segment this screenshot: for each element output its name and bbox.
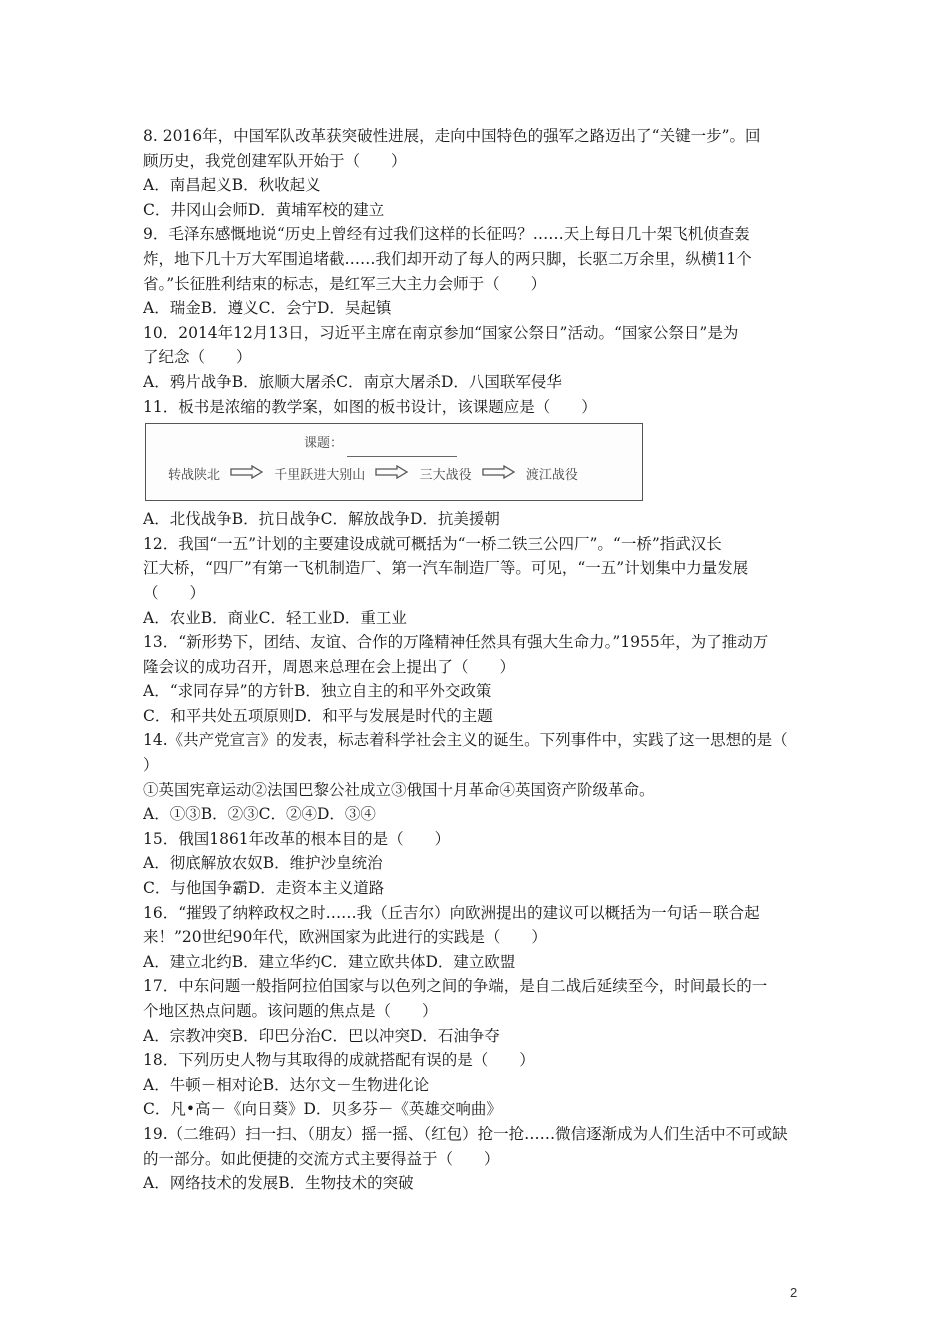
text-line: 18．下列历史人物与其取得的成就搭配有误的是（ ） — [143, 1051, 535, 1070]
text-line: A．农业B．商业C．轻工业D．重工业 — [143, 608, 407, 627]
text-line: 了纪念（ ） — [143, 348, 252, 367]
figure-title — [304, 432, 457, 457]
text-line: 15．俄国1861年改革的根本目的是（ ） — [143, 829, 451, 848]
text-line: 炸，地下几十万大军围追堵截……我们却开动了每人的两只脚，长驱二万余里，纵横11个 — [143, 249, 752, 268]
hollow-arrow-icon — [482, 464, 516, 489]
text-line: 13．“新形势下，团结、友谊、合作的万隆精神任然具有强大生命力。”1955年，为了推动万 — [143, 633, 769, 652]
text-line: 省。”长征胜利结束的标志，是红军三大主力会师于（ ） — [143, 274, 547, 293]
blackboard-figure — [145, 423, 643, 501]
text-line: 顾历史，我党创建军队开始于（ ） — [143, 151, 407, 170]
text-block-before-figure — [143, 124, 813, 419]
text-line: A．建立北约B．建立华约C．建立欧共体D．建立欧盟 — [143, 952, 516, 971]
text-line: C．和平共处五项原则D．和平与发展是时代的主题 — [143, 706, 493, 725]
document-body — [143, 124, 813, 1196]
text-line: A．瑞金B．遵义C．会宁D．吴起镇 — [143, 299, 392, 318]
page-number: 2 — [790, 1285, 798, 1300]
text-line: A．①③B．②③C．②④D．③④ — [143, 805, 376, 824]
text-line: A．北伐战争B．抗日战争C．解放战争D．抗美援朝 — [143, 510, 500, 529]
text-line: 19.（二维码）扫一扫、（朋友）摇一摇、（红包）抢一抢……微信逐渐成为人们生活中不可或缺 — [143, 1124, 788, 1143]
text-line: （ ） — [143, 583, 206, 602]
title-blank-line — [347, 444, 457, 457]
text-line: 个地区热点问题。该问题的焦点是（ ） — [143, 1002, 438, 1020]
text-line: A．宗教冲突B．印巴分治C．巴以冲突D．石油争夺 — [143, 1026, 500, 1045]
figure-steps — [168, 464, 578, 489]
hollow-arrow-icon — [375, 464, 409, 489]
text-line: 17．中东问题一般指阿拉伯国家与以色列之间的争端，是自二战后延续至今，时间最长的一 — [143, 977, 768, 996]
text-line: 16．“摧毁了纳粹政权之时……我（丘吉尔）向欧洲提出的建议可以概括为一句话－联合起 — [143, 903, 760, 922]
text-line: C．凡•高－《向日葵》D．贝多芬－《英雄交响曲》 — [143, 1100, 502, 1119]
text-line: A．牛顿－相对论B．达尔文－生物进化论 — [143, 1075, 430, 1094]
text-line: A．南昌起义B．秋收起义 — [143, 176, 321, 195]
text-line: 隆会议的成功召开，周恩来总理在会上提出了（ ） — [143, 657, 516, 676]
text-line: ①英国宪章运动②法国巴黎公社成立③俄国十月革命④英国资产阶级革命。 — [143, 780, 655, 799]
text-line: 14.《共产党宣言》的发表，标志着科学社会主义的诞生。下列事件中，实践了这一思想的是（ — [143, 731, 788, 750]
text-line: C．井冈山会师D．黄埔军校的建立 — [143, 200, 385, 219]
text-line: 9．毛泽东感慨地说“历史上曾经有过我们这样的长征吗？……天上每日几十架飞机侦查轰 — [143, 225, 750, 244]
text-line: ） — [143, 756, 159, 775]
figure-step: 千里跃进大别山 — [274, 468, 366, 484]
text-line: 的一部分。如此便捷的交流方式主要得益于（ ） — [143, 1149, 500, 1168]
text-block-after-figure — [143, 507, 813, 1196]
text-line: 11．板书是浓缩的教学案，如图的板书设计，该课题应是（ ） — [143, 397, 597, 416]
text-line: A．彻底解放农奴B．维护沙皇统治 — [143, 854, 383, 873]
text-line: 12．我国“一五”计划的主要建设成就可概括为“一桥二铁三公四厂”。“一桥”指武汉长 — [143, 534, 722, 553]
text-line: A．“求同存异”的方针B．独立自主的和平外交政策 — [143, 682, 492, 701]
text-line: 8. 2016年，中国军队改革获突破性进展，走向中国特色的强军之路迈出了“关键一步”。回 — [143, 127, 761, 145]
text-line: 10．2014年12月13日，习近平主席在南京参加“国家公祭日”活动。“国家公祭日”是为 — [143, 323, 739, 342]
text-line: C．与他国争霸D．走资本主义道路 — [143, 879, 385, 898]
text-line: A．鸦片战争B．旅顺大屠杀C．南京大屠杀D．八国联军侵华 — [143, 372, 562, 391]
figure-step: 转战陕北 — [168, 468, 221, 484]
text-line: 来！”20世纪90年代，欧洲国家为此进行的实践是（ ） — [143, 928, 547, 947]
hollow-arrow-icon — [230, 464, 264, 489]
text-line: 江大桥，“四厂”有第一飞机制造厂、第一汽车制造厂等。可见，“一五”计划集中力量发展 — [143, 559, 749, 578]
text-line: A．网络技术的发展B．生物技术的突破 — [143, 1174, 414, 1193]
figure-step: 渡江战役 — [525, 468, 578, 484]
figure-title-label: 课题： — [304, 436, 344, 452]
figure-step: 三大战役 — [419, 468, 472, 484]
